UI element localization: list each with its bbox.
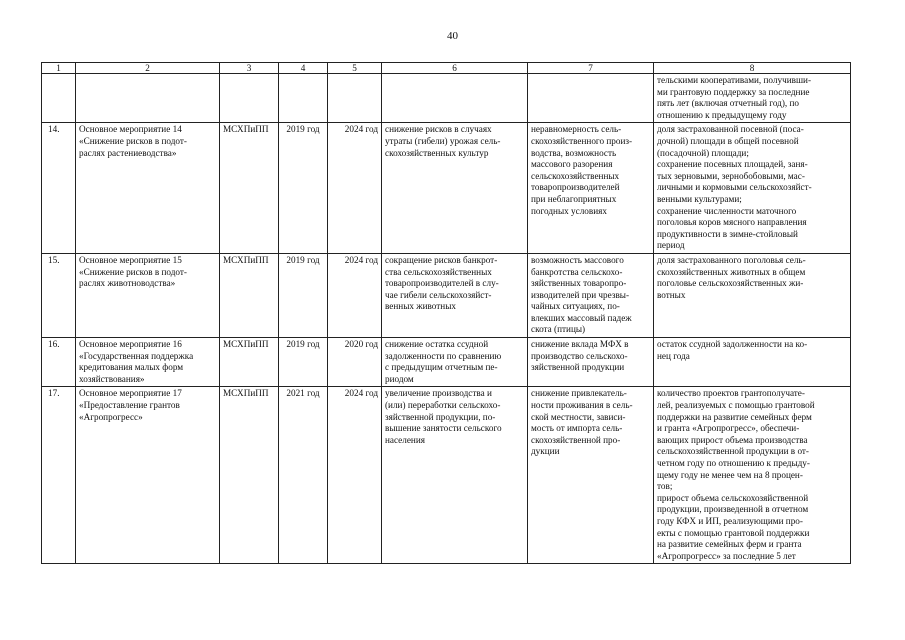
risk-description: возможность массового банкротства сельскохо- зяйственных товаропро- изводителей при чрезвы- чайных ситуациях, по- влекших массовый падеж скота (птицы) [528, 253, 654, 337]
start-year [279, 74, 328, 123]
header-cell: 1 [42, 63, 76, 74]
indicator-text: тельскими кооперативами, получивши- ми грантовую поддержку за последние пять лет (включая отчетный год), по отношению к предыдущему году [654, 74, 851, 123]
end-year: 2024 год [328, 123, 382, 254]
indicator-text: количество проектов грантополучате- лей, реализуемых с помощью грантовой поддержки на развитие семейных ферм и гранта «Агропрогресс», обеспечи- вающих прирост объема производства сельскохозяйственной продукции в от- четном году по отношению к предыду- щему году не менее чем на 8 процен- тов; прирост объема сельскохозяйственной продукции, произведенной в отчетном году КФХ и ИП, реализующими про- екты с помощью грантовой поддержки на развитие семейных ферм и гранта «Агропрогресс» за последние 5 лет [654, 387, 851, 564]
row-number: 17. [42, 387, 76, 564]
risk-description [528, 74, 654, 123]
table-row [42, 387, 851, 564]
row-number: 14. [42, 123, 76, 254]
indicator-text: доля застрахованной посевной (поса- дочной) площади в общей посевной (посадочной) площади; сохранение посевных площадей, заня- тых зерновыми, зернобобовыми, мас- личными и кормовыми сельскохозяйст- венными культурами; сохранение численности маточного поголовья коров мясного направления продуктивности в зимне-стойловый период [654, 123, 851, 254]
page-number: 40 [447, 30, 458, 42]
responsible-org: МСХПиПП [220, 387, 279, 564]
measure-name: Основное мероприятие 15 «Снижение рисков в подот- раслях животноводства» [76, 253, 220, 337]
header-cell: 2 [76, 63, 220, 74]
measure-name: Основное мероприятие 17 «Предоставление грантов «Агропрогресс» [76, 387, 220, 564]
risk-description: снижение вклада МФХ в производство сельскохо- зяйственной продукции [528, 338, 654, 387]
row-number [42, 74, 76, 123]
table-row [42, 123, 851, 254]
measure-name [76, 74, 220, 123]
expected-result [382, 74, 528, 123]
measure-name: Основное мероприятие 14 «Снижение рисков в подот- раслях растениеводства» [76, 123, 220, 254]
row-number: 15. [42, 253, 76, 337]
expected-result: сокращение рисков банкрот- ства сельскохозяйственных товаропроизводителей в слу- чае гибели сельскохозяйст- венных животных [382, 253, 528, 337]
expected-result: снижение остатка ссудной задолженности по сравнению с предыдущим отчетным пе- риодом [382, 338, 528, 387]
measures-table [41, 62, 851, 564]
start-year: 2021 год [279, 387, 328, 564]
start-year: 2019 год [279, 253, 328, 337]
header-cell: 6 [382, 63, 528, 74]
header-cell: 3 [220, 63, 279, 74]
header-cell: 4 [279, 63, 328, 74]
table-row [42, 253, 851, 337]
start-year: 2019 год [279, 123, 328, 254]
end-year: 2024 год [328, 387, 382, 564]
indicator-text: остаток ссудной задолженности на ко- нец года [654, 338, 851, 387]
end-year: 2020 год [328, 338, 382, 387]
header-cell: 5 [328, 63, 382, 74]
expected-result: снижение рисков в случаях утраты (гибели) урожая сель- скохозяйственных культур [382, 123, 528, 254]
expected-result: увеличение производства и (или) переработки сельскохо- зяйственной продукции, по- вышение занятости сельского населения [382, 387, 528, 564]
risk-description: снижение привлекатель- ности проживания в сель- ской местности, зависи- мость от импорта сель- скохозяйственной про- дукции [528, 387, 654, 564]
indicator-text: доля застрахованного поголовья сель- скохозяйственных животных в общем поголовье сельскохозяйственных жи- вотных [654, 253, 851, 337]
measure-name: Основное мероприятие 16 «Государственная поддержка кредитования малых форм хозяйствования» [76, 338, 220, 387]
responsible-org: МСХПиПП [220, 123, 279, 254]
table-row [42, 74, 851, 123]
header-cell: 7 [528, 63, 654, 74]
header-cell: 8 [654, 63, 851, 74]
header-row [42, 63, 851, 74]
table-row [42, 338, 851, 387]
responsible-org: МСХПиПП [220, 253, 279, 337]
end-year: 2024 год [328, 253, 382, 337]
start-year: 2019 год [279, 338, 328, 387]
risk-description: неравномерность сель- скохозяйственного произ- водства, возможность массового разорения сельскохозяйственных товаропроизводителей при неблагоприятных погодных условиях [528, 123, 654, 254]
responsible-org [220, 74, 279, 123]
responsible-org: МСХПиПП [220, 338, 279, 387]
end-year [328, 74, 382, 123]
row-number: 16. [42, 338, 76, 387]
